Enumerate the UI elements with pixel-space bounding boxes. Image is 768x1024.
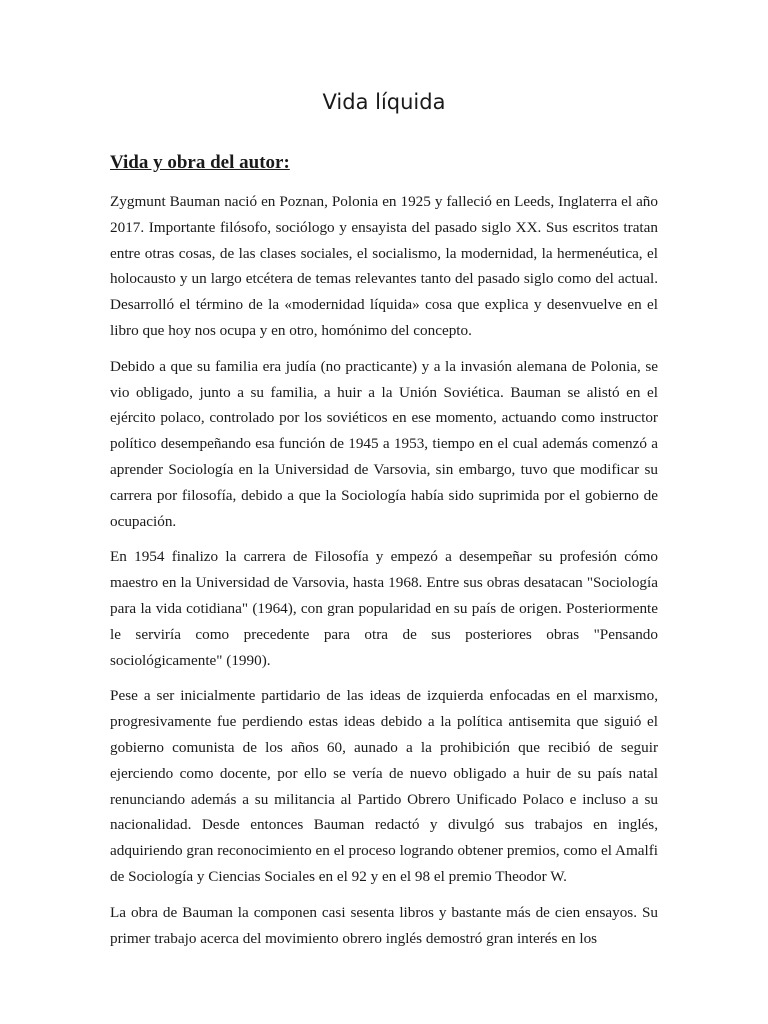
document-title: Vida líquida bbox=[322, 90, 446, 114]
paragraph-4: Pese a ser inicialmente partidario de las ideas de izquierda enfocadas en el marxismo, progresivamente fue perdiendo estas ideas debido a la política antisemita que siguió el gobierno comunista de los años 60, aunado a la prohibición que recibió de seguir ejerciendo como docente, por ello se vería de nuevo obligado a huir de su país natal renunciando además a su militancia al Partido Obrero Unificado Polaco e incluso a su nacionalidad. Desde entonces Bauman redactó y divulgó sus trabajos en inglés, adquiriendo gran reconocimiento en el proceso logrando obtener premios, como el Amalfi de Sociología y Ciencias Sociales en el 92 y en el 98 el premio Theodor W. bbox=[110, 687, 658, 885]
paragraph-3: En 1954 finalizo la carrera de Filosofía y empezó a desempeñar su profesión cómo maestro en la Universidad de Varsovia, hasta 1968. Entre sus obras desatacan "Sociología para la vida cotidiana" (1964), con gran popularidad en su país de origen. Posteriormente le serviría como precedente para otra de sus posteriores obras "Pensando sociológicamente" (1990). bbox=[110, 548, 658, 669]
section-heading: Vida y obra del autor: bbox=[110, 152, 290, 173]
paragraph-5: La obra de Bauman la componen casi sesenta libros y bastante más de cien ensayos. Su primer trabajo acerca del movimiento obrero inglés demostró gran interés en los bbox=[110, 903, 658, 947]
paragraph-1: Zygmunt Bauman nació en Poznan, Polonia en 1925 y falleció en Leeds, Inglaterra el año 2017. Importante filósofo, sociólogo y ensayista del pasado siglo XX. Sus escritos tratan entre otras cosas, de las clases sociales, el socialismo, la modernidad, la hermenéutica, el holocausto y un largo etcétera de temas relevantes tanto del pasado siglo como del actual. Desarrolló el término de la «modernidad líquida» cosa que explica y desenvuelve en el libro que hoy nos ocupa y en otro, homónimo del concepto. bbox=[110, 193, 658, 339]
paragraph-2: Debido a que su familia era judía (no practicante) y a la invasión alemana de Polonia, se vio obligado, junto a su familia, a huir a la Unión Soviética. Bauman se alistó en el ejército polaco, controlado por los soviéticos en ese momento, actuando como instructor político desempeñando esa función de 1945 a 1953, tiempo en el cual además comenzó a aprender Sociología en la Universidad de Varsovia, sin embargo, tuvo que modificar su carrera por filosofía, debido a que la Sociología había sido suprimida por el gobierno de ocupación. bbox=[110, 357, 658, 530]
